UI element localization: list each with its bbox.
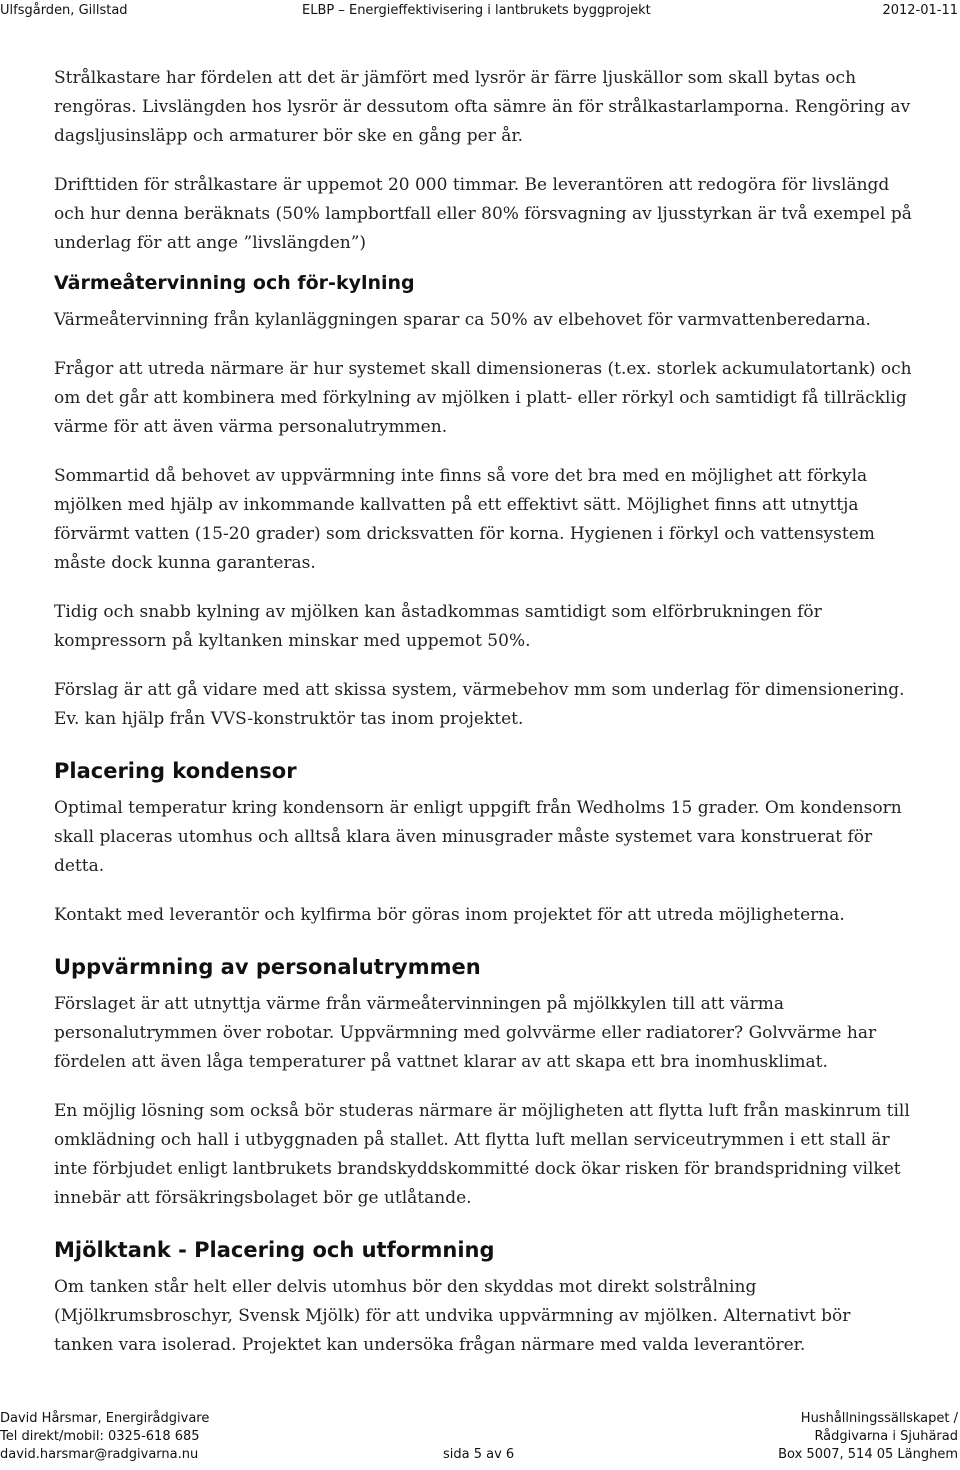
- paragraph-contact-supplier: Kontakt med leverantör och kylfirma bör göras inom projektet för att utreda möjligheterna.: [54, 905, 845, 925]
- paragraph-quick-cooling: Tidig och snabb kylning av mjölken kan åstadkommas samtidigt som elförbrukningen för kompressorn på kyltanken minskar med uppemot 50%.: [54, 602, 822, 651]
- header-date: 2012-01-11: [882, 3, 958, 18]
- footer-org-line1: Hushållningssällskapet /: [800, 1411, 958, 1426]
- page-footer: [0, 1410, 960, 1470]
- paragraph-condenser-temperature: Optimal temperatur kring kondensorn är enligt uppgift från Wedholms 15 grader. Om kondensorn skall placeras utomhus och alltså klara även minusgrader måste systemet vara konstruerat för detta.: [54, 798, 902, 876]
- footer-author-name: David Hårsmar, Energirådgivare: [0, 1411, 210, 1426]
- paragraph-questions: Frågor att utreda närmare är hur systemet skall dimensioneras (t.ex. storlek ackumulatortank) och om det går att kombinera med förkylning av mjölken i platt- eller rörkyl och samtidigt få tillräcklig värme för att även värma personalutrymmen.: [54, 359, 912, 437]
- header-project-title: ELBP – Energieffektivisering i lantbrukets byggprojekt: [302, 3, 651, 18]
- heading-staff-room-heating: Uppvärmning av personalutrymmen: [54, 955, 481, 979]
- header-farm-name: Ulfsgården, Gillstad: [0, 3, 128, 18]
- document-body: [54, 64, 914, 1360]
- footer-organization: [778, 1410, 958, 1464]
- footer-org-line2: Rådgivarna i Sjuhärad: [814, 1429, 958, 1444]
- paragraph-proposal: Förslag är att gå vidare med att skissa system, värmebehov mm som underlag för dimensionering. Ev. kan hjälp från VVS-konstruktör tas inom projektet.: [54, 680, 905, 729]
- paragraph-summer-precooling: Sommartid då behovet av uppvärmning inte finns så vore det bra med en möjlighet att förkyla mjölken med hjälp av inkommande kallvatten på ett effektivt sätt. Möjlighet finns att utnyttja förvärmt vatten (15-20 grader) som dricksvatten för korna. Hygienen i förkyl och vattensystem måste dock kunna garanteras.: [54, 466, 875, 573]
- page-header: [0, 0, 960, 22]
- heading-condenser-placement: Placering kondensor: [54, 759, 297, 783]
- paragraph-operating-time: Drifttiden för strålkastare är uppemot 20 000 timmar. Be leverantören att redogöra för livslängd och hur denna beräknats (50% lampbortfall eller 80% försvagning av ljusstyrkan är två exempel på underlag för att ange ”livslängden”): [54, 175, 912, 253]
- paragraph-heat-recovery-savings: Värmeåtervinning från kylanläggningen sparar ca 50% av elbehovet för varmvattenberedarna.: [54, 310, 871, 330]
- paragraph-floodlights: Strålkastare har fördelen att det är jämfört med lysrör är färre ljuskällor som skall bytas och rengöras. Livslängden hos lysrör är dessutom ofta sämre än för strålkastarlamporna. Rengöring av dagsljusinsläpp och armaturer bör ske en gång per år.: [54, 68, 911, 146]
- paragraph-milk-tank-protection: Om tanken står helt eller delvis utomhus bör den skyddas mot direkt solstrålning (Mjölkrumsbroschyr, Svensk Mjölk) för att undvika uppvärmning av mjölken. Alternativt bör tanken vara isolerad. Projektet kan undersöka frågan närmare med valda leverantörer.: [54, 1277, 851, 1355]
- footer-email: david.harsmar@radgivarna.nu: [0, 1447, 199, 1462]
- paragraph-heating-proposal: Förslaget är att utnyttja värme från värmeåtervinningen på mjölkkylen till att värma personalutrymmen över robotar. Uppvärmning med golvvärme eller radiatorer? Golvvärme har fördelen att även låga temperaturer på vattnet klarar av att skapa ett bra inomhusklimat.: [54, 994, 877, 1072]
- footer-phone: Tel direkt/mobil: 0325-618 685: [0, 1429, 200, 1444]
- heading-heat-recovery: Värmeåtervinning och för-kylning: [54, 272, 415, 294]
- footer-page-number: sida 5 av 6: [443, 1447, 515, 1462]
- footer-org-address: Box 5007, 514 05 Länghem: [778, 1447, 958, 1462]
- heading-milk-tank: Mjölktank - Placering och utformning: [54, 1238, 495, 1262]
- paragraph-air-transfer: En möjlig lösning som också bör studeras närmare är möjligheten att flytta luft från maskinrum till omklädning och hall i utbyggnaden på stallet. Att flytta luft mellan serviceutrymmen i ett stall är inte förbjudet enligt lantbrukets brandskyddskommitté dock ökar risken för brandspridning vilket innebär att försäkringsbolaget bör ge utlåtande.: [54, 1101, 910, 1208]
- footer-author-contact: [0, 1410, 209, 1464]
